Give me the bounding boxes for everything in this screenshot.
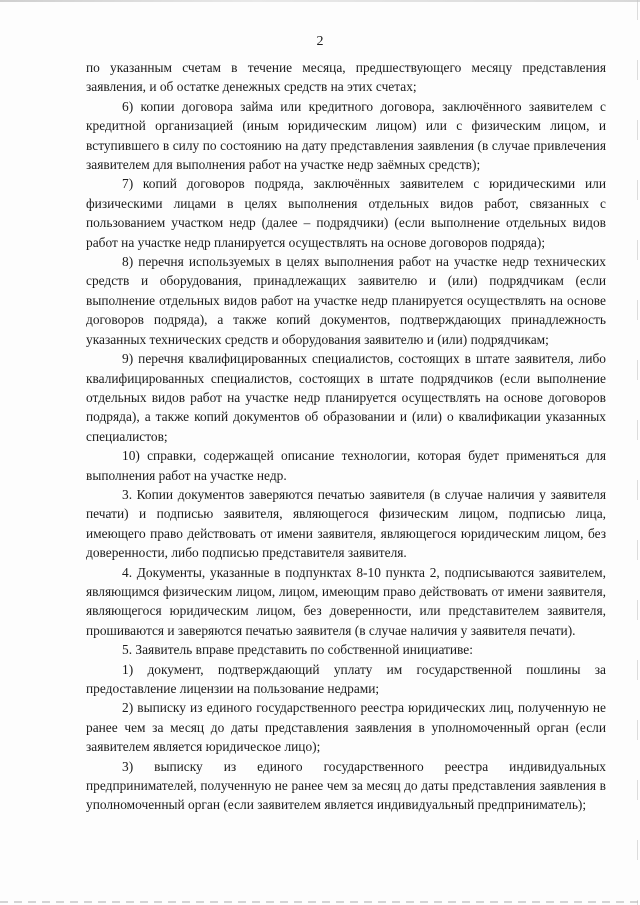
paragraph-item-8: 8) перечня используемых в целях выполнения работ на участке недр технических средств и оборудования, принадлежащих заявителю и (или) подрядчикам (если выполнение отдельных видов работ на участке недр планируется осуществлять на основе договоров подряда), а также копий документов, подтверждающих принадлежность указанных технических средств и оборудования заявителю и (или) подрядчикам; bbox=[86, 254, 606, 347]
scan-edge-top bbox=[0, 0, 640, 2]
page-number: 2 bbox=[316, 34, 324, 49]
document-body bbox=[86, 58, 606, 815]
paragraph-item-6: 6) копии договора займа или кредитного договора, заключённого заявителем с кредитной организацией (иным юридическим лицом) или с физическим лицом, и вступившего в силу по состоянию на дату представления заявления (в случае привлечения заявителем для выполнения работ на участке недр заёмных средств); bbox=[86, 98, 606, 173]
paragraph-item-7: 7) копий договоров подряда, заключённых заявителем с юридическими или физическими лицами в целях выполнения отдельных видов работ, связанных с пользованием участком недр (далее – подрядчики) (если выполнение отдельных видов работ на участке недр планируется осуществлять на основе договоров подряда); bbox=[86, 176, 606, 250]
paragraph-continuation: по указанным счетам в течение месяца, предшествующего месяцу представления заявления, и об остатке денежных средств на этих счетах; bbox=[86, 60, 606, 95]
scan-edge-right bbox=[637, 0, 638, 905]
paragraph-item-10: 10) справки, содержащей описание технологии, которая будет применяться для выполнения работ на участке недр. bbox=[86, 448, 606, 483]
paragraph-clause-4: 4. Документы, указанные в подпунктах 8-10 пункта 2, подписываются заявителем, являющимся физическим лицом, лицом, имеющим право действовать от имени заявителя, являющегося юридическим лицом, без доверенности, или представителем заявителя, прошиваются и заверяются печатью заявителя (в случае наличия у заявителя печати). bbox=[86, 564, 606, 638]
paragraph-clause-3: 3. Копии документов заверяются печатью заявителя (в случае наличия у заявителя печати) и подписью заявителя, являющегося физическим лицом, подписью лица, имеющего право действовать от имени заявителя, являющегося юридическим лицом, без доверенности, либо подписью представителя заявителя. bbox=[86, 486, 606, 561]
paragraph-subitem-1: 1) документ, подтверждающий уплату им государственной пошлины за предоставление лицензии на пользование недрами; bbox=[86, 661, 606, 696]
paragraph-subitem-2: 2) выписку из единого государственного реестра юридических лиц, полученную не ранее чем за месяц до даты представления заявления в уполномоченный орган (если заявителем является юридическое лицо); bbox=[86, 700, 606, 755]
paragraph-subitem-3: 3) выписку из единого государственного реестра индивидуальных предпринимателей, полученную не ранее чем за месяц до даты представления заявления в уполномоченный орган (если заявителем является индивидуальный предприниматель); bbox=[86, 758, 606, 813]
paragraph-item-9: 9) перечня квалифицированных специалистов, состоящих в штате заявителя, либо квалифицированных специалистов, состоящих в штате подрядчиков (если выполнение отдельных видов работ на участке недр планируется осуществлять на основе договоров подряда), а также копий документов об образовании и (или) о квалификации указанных специалистов; bbox=[86, 351, 606, 444]
paragraph-clause-5: 5. Заявитель вправе представить по собственной инициативе: bbox=[122, 642, 473, 658]
scan-edge-bottom bbox=[0, 901, 640, 903]
